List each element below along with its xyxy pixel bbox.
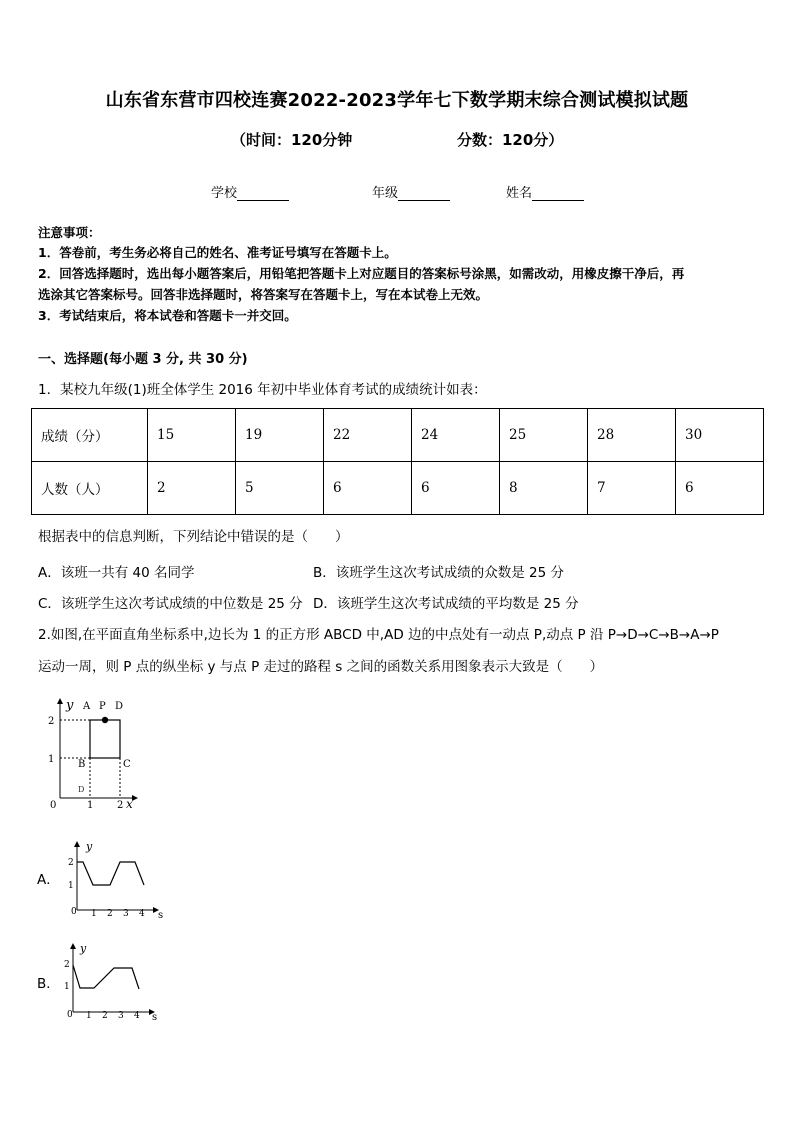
note-item: 2．回答选择题时，选出每小题答案后，用铅笔把答题卡上对应题目的答案标号涂黑，如需改动，用橡皮擦干净后，再 bbox=[38, 266, 685, 281]
table-cell: 19 bbox=[236, 409, 324, 462]
square-abcd bbox=[90, 720, 120, 758]
school-field: 学校 bbox=[211, 182, 289, 201]
table-row bbox=[32, 462, 764, 515]
y-axis-label: y bbox=[66, 698, 74, 713]
y-axis-label: y bbox=[86, 840, 93, 853]
x-tick: 4 bbox=[134, 1011, 140, 1021]
y-tick: 1 bbox=[68, 881, 74, 891]
table-cell: 5 bbox=[236, 462, 324, 515]
q2-option-b-label: B． bbox=[37, 976, 60, 992]
s-axis-label: s bbox=[152, 1012, 158, 1023]
label-fragment: D bbox=[78, 785, 85, 794]
x-tick: 0 bbox=[71, 907, 77, 917]
table-cell: 15 bbox=[148, 409, 236, 462]
y-tick: 1 bbox=[48, 754, 55, 765]
x-tick: 3 bbox=[123, 909, 129, 919]
table-cell: 30 bbox=[676, 409, 764, 462]
page-title: 山东省东营市四校连赛2022-2023学年七下数学期末综合测试模拟试题 bbox=[105, 90, 689, 111]
q2-option-a-label: A． bbox=[37, 872, 60, 888]
x-tick: 0 bbox=[67, 1010, 73, 1020]
q2-figure bbox=[42, 695, 152, 815]
note-item: 1．答卷前，考生务必将自己的姓名、准考证号填写在答题卡上。 bbox=[38, 245, 397, 260]
q1-option-d: D．该班学生这次考试成绩的平均数是 25 分 bbox=[313, 596, 579, 612]
label-a: A bbox=[83, 701, 91, 712]
score-table bbox=[31, 408, 764, 515]
q2-option-b-graph bbox=[56, 940, 166, 1024]
y-axis-label: y bbox=[80, 942, 87, 955]
note-item: 选涂其它答案标号。回答非选择题时，将答案写在答题卡上，写在本试卷上无效。 bbox=[38, 287, 489, 302]
x-tick: 1 bbox=[86, 1011, 92, 1021]
q1-option-b: B．该班学生这次考试成绩的众数是 25 分 bbox=[313, 565, 565, 581]
x-axis-label: x bbox=[126, 797, 133, 811]
table-cell: 7 bbox=[588, 462, 676, 515]
table-row bbox=[32, 409, 764, 462]
x-tick: 3 bbox=[118, 1011, 124, 1021]
table-cell: 25 bbox=[500, 409, 588, 462]
point-p bbox=[102, 717, 108, 723]
name-field: 姓名 bbox=[506, 182, 584, 201]
q1-option-c: C．该班学生这次考试成绩的中位数是 25 分 bbox=[38, 596, 303, 612]
table-cell: 人数（人） bbox=[32, 462, 148, 515]
y-tick: 2 bbox=[64, 960, 70, 970]
graph-line bbox=[73, 965, 139, 989]
table-cell: 22 bbox=[324, 409, 412, 462]
y-tick: 2 bbox=[48, 716, 55, 727]
label-b: B bbox=[78, 759, 86, 770]
grade-field: 年级 bbox=[372, 182, 450, 201]
exam-score: 分数：120分） bbox=[457, 131, 564, 149]
s-axis-label: s bbox=[158, 910, 164, 920]
table-cell: 24 bbox=[412, 409, 500, 462]
table-cell: 6 bbox=[324, 462, 412, 515]
label-p: P bbox=[99, 701, 106, 712]
x-tick: 0 bbox=[50, 800, 57, 811]
table-cell: 28 bbox=[588, 409, 676, 462]
q1-question: 根据表中的信息判断，下列结论中错误的是（ ） bbox=[38, 529, 349, 545]
section-title: 一、选择题(每小题 3 分, 共 30 分) bbox=[38, 352, 248, 367]
note-item: 3．考试结束后，将本试卷和答题卡一并交回。 bbox=[38, 308, 297, 323]
exam-time: （时间：120分钟 bbox=[231, 131, 353, 149]
label-c: C bbox=[123, 759, 131, 770]
table-cell: 8 bbox=[500, 462, 588, 515]
x-tick: 1 bbox=[91, 909, 97, 919]
y-tick: 1 bbox=[64, 982, 70, 992]
table-cell: 6 bbox=[412, 462, 500, 515]
x-tick: 1 bbox=[87, 800, 94, 811]
table-cell: 6 bbox=[676, 462, 764, 515]
label-d: D bbox=[115, 701, 124, 712]
q1-stem: 1．某校九年级(1)班全体学生 2016 年初中毕业体育考试的成绩统计如表： bbox=[38, 382, 487, 398]
q2-option-a-graph bbox=[60, 838, 170, 920]
graph-line bbox=[77, 862, 144, 885]
x-tick: 2 bbox=[102, 1011, 108, 1021]
notes-heading: 注意事项： bbox=[38, 225, 101, 240]
x-tick: 2 bbox=[107, 909, 113, 919]
q2-line2: 运动一周，则 P 点的纵坐标 y 与点 P 走过的路程 s 之间的函数关系用图象表示大致是（ ） bbox=[38, 659, 604, 675]
y-tick: 2 bbox=[68, 858, 74, 868]
q1-option-a: A．该班一共有 40 名同学 bbox=[38, 565, 195, 581]
table-cell: 2 bbox=[148, 462, 236, 515]
q2-line1: 2.如图,在平面直角坐标系中,边长为 1 的正方形 ABCD 中,AD 边的中点处有一动点 P,动点 P 沿 P→D→C→B→A→P bbox=[38, 627, 719, 643]
x-tick: 2 bbox=[117, 800, 124, 811]
table-cell: 成绩（分） bbox=[32, 409, 148, 462]
x-tick: 4 bbox=[139, 909, 145, 919]
